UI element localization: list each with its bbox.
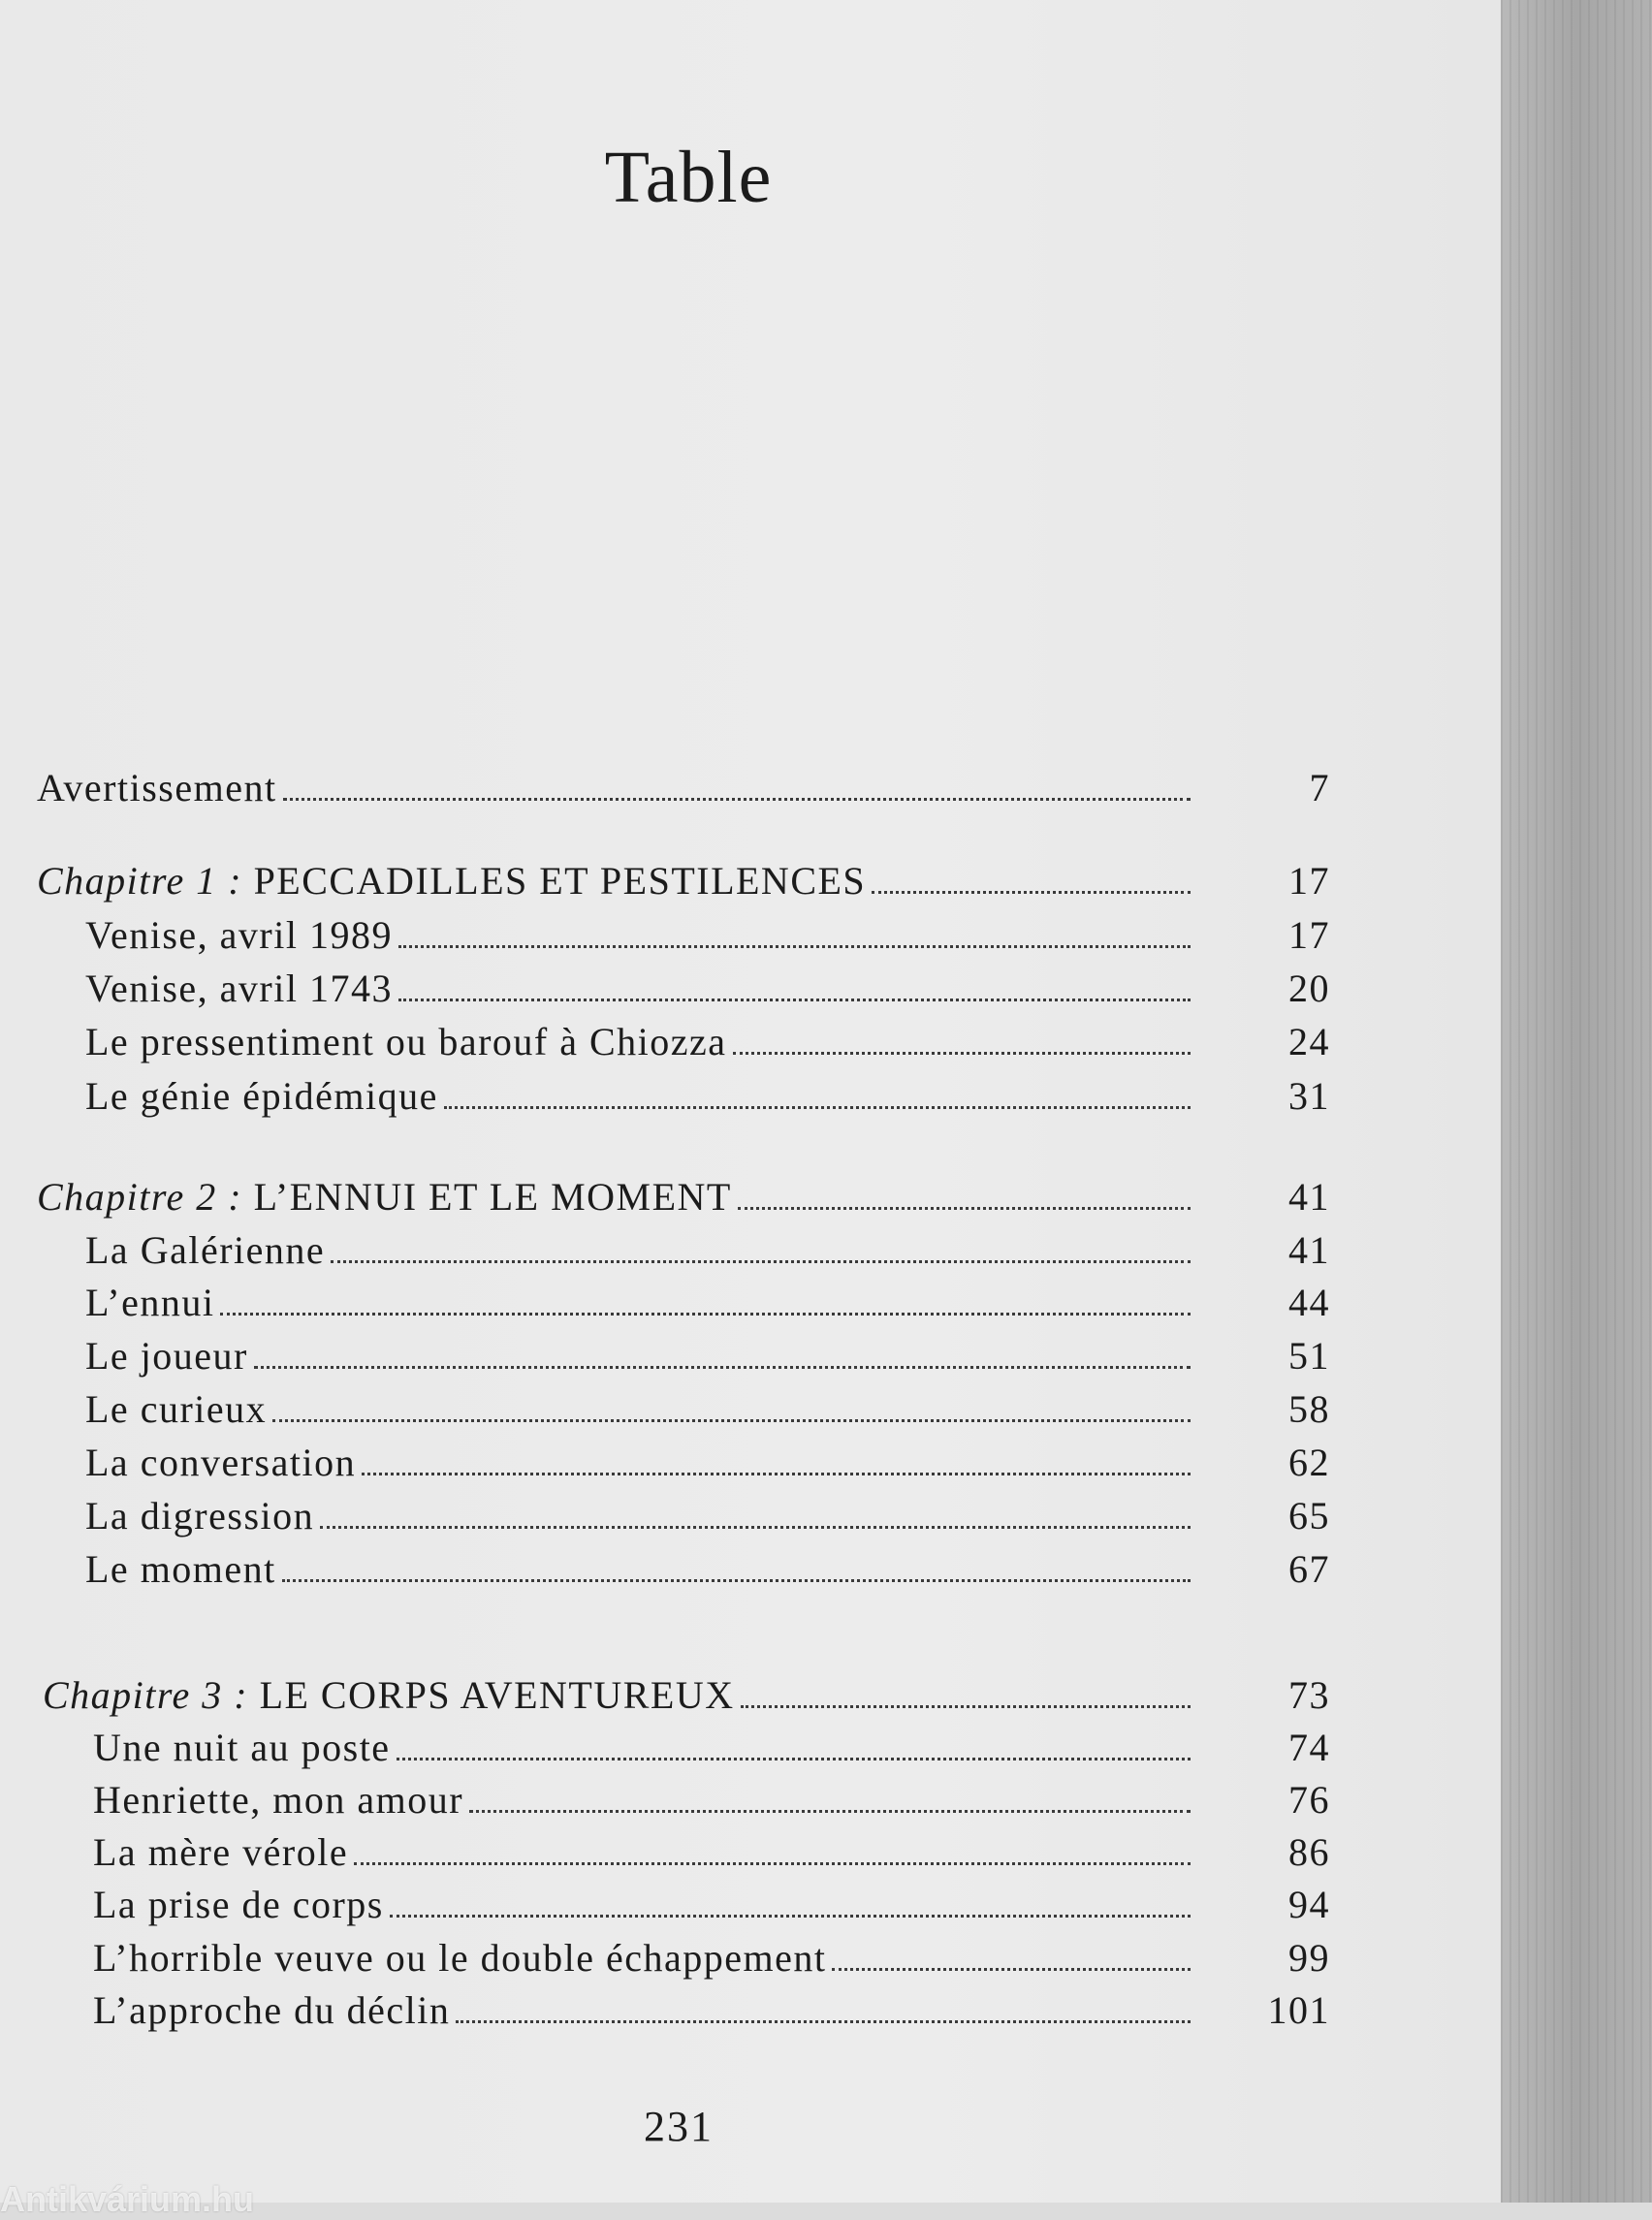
dot-leader	[390, 1915, 1191, 1918]
toc-entry	[85, 1431, 1330, 1485]
entry-label	[93, 1725, 391, 1770]
chapter-title: L’ENNUI ET LE MOMENT	[253, 1175, 732, 1219]
dot-leader	[398, 945, 1191, 948]
entry-label	[37, 765, 277, 810]
entry-page-number: 44	[1288, 1281, 1330, 1324]
entry-title: La prise de corps	[93, 1883, 384, 1926]
entry-title: L’ennui	[85, 1281, 215, 1324]
dot-leader	[331, 1260, 1191, 1263]
chapter-number: Chapitre 2 :	[37, 1175, 254, 1219]
chapter-number: Chapitre 3 :	[43, 1673, 260, 1717]
toc-entry	[93, 1821, 1330, 1875]
dot-leader	[738, 1207, 1191, 1210]
chapter-title: LE CORPS AVENTUREUX	[259, 1673, 735, 1717]
entry-page-number: 41	[1288, 1228, 1330, 1272]
entry-title: La mère vérole	[93, 1830, 349, 1874]
entry-label	[85, 1227, 325, 1273]
dot-leader	[469, 1810, 1191, 1813]
entry-page-number: 73	[1288, 1673, 1330, 1717]
toc-chapter	[37, 1165, 1330, 1220]
entry-label	[85, 1546, 276, 1592]
entry-title: La digression	[85, 1494, 315, 1538]
entry-page-number: 62	[1288, 1441, 1330, 1484]
entry-page-number: 24	[1288, 1020, 1330, 1063]
entry-label	[85, 1019, 727, 1064]
entry-label	[43, 1672, 735, 1718]
dot-leader	[444, 1106, 1191, 1109]
dot-leader	[272, 1419, 1191, 1422]
toc-entry	[85, 904, 1330, 958]
toc-entry	[37, 756, 1330, 810]
dot-leader	[398, 999, 1191, 1001]
dot-leader	[254, 1366, 1191, 1369]
toc-chapter	[43, 1664, 1330, 1718]
toc-entry	[85, 1324, 1330, 1379]
dot-leader	[354, 1862, 1191, 1865]
entry-title: Le génie épidémique	[85, 1074, 438, 1118]
entry-page-number: 20	[1288, 967, 1330, 1010]
entry-title: Avertissement	[37, 766, 277, 809]
entry-label	[37, 1174, 732, 1220]
toc-entry	[85, 1484, 1330, 1538]
entry-page-number: 99	[1288, 1936, 1330, 1980]
entry-label	[85, 966, 393, 1011]
entry-label	[93, 1829, 348, 1875]
toc-entry	[85, 1378, 1330, 1432]
entry-page-number: 41	[1288, 1175, 1330, 1219]
entry-title: Venise, avril 1989	[85, 913, 393, 957]
entry-label	[37, 858, 866, 904]
entry-page-number: 51	[1288, 1334, 1330, 1378]
toc-entry	[85, 1064, 1330, 1119]
dot-leader	[733, 1052, 1191, 1055]
entry-title: Le pressentiment ou barouf à Chiozza	[85, 1020, 727, 1063]
dot-leader	[283, 798, 1191, 801]
entry-title: Henriette, mon amour	[93, 1778, 464, 1822]
dot-leader	[832, 1968, 1191, 1971]
chapter-number: Chapitre 1 :	[37, 859, 254, 903]
entry-label	[85, 1493, 314, 1538]
entry-title: L’approche du déclin	[93, 1988, 451, 2032]
toc-entry	[93, 1768, 1330, 1823]
entry-label	[93, 1777, 463, 1823]
entry-label	[85, 1386, 267, 1432]
chapter-title: PECCADILLES ET PESTILENCES	[253, 859, 867, 903]
entry-title: Le moment	[85, 1547, 276, 1591]
entry-label	[85, 1280, 214, 1325]
watermark: Antikvárium.hu	[0, 2179, 255, 2219]
entry-page-number: 7	[1309, 766, 1330, 809]
page-number: 231	[644, 2103, 714, 2150]
entry-page-number: 74	[1288, 1726, 1330, 1769]
entry-page-number: 86	[1288, 1830, 1330, 1874]
entry-page-number: 58	[1288, 1387, 1330, 1431]
toc-entry	[93, 1926, 1330, 1981]
toc-entry	[93, 1873, 1330, 1927]
toc-entry	[93, 1979, 1330, 2033]
toc-entry	[85, 1271, 1330, 1325]
entry-label	[85, 1333, 248, 1379]
entry-label	[85, 1440, 356, 1485]
dot-leader	[220, 1313, 1191, 1316]
entry-page-number: 76	[1288, 1778, 1330, 1822]
toc-entry	[85, 1219, 1330, 1273]
entry-title: Le curieux	[85, 1387, 268, 1431]
dot-leader	[320, 1526, 1191, 1529]
toc-entry	[85, 1010, 1330, 1064]
page-title: Table	[604, 137, 773, 218]
entry-page-number: 31	[1288, 1074, 1330, 1118]
entry-page-number: 101	[1267, 1988, 1330, 2032]
entry-label	[85, 1073, 438, 1119]
toc-entry	[85, 957, 1330, 1011]
dot-leader	[456, 2020, 1191, 2023]
entry-label	[93, 1987, 450, 2033]
toc-entry	[93, 1716, 1330, 1770]
dot-leader	[872, 891, 1191, 894]
dot-leader	[362, 1473, 1191, 1475]
entry-title: Venise, avril 1743	[85, 967, 393, 1010]
entry-page-number: 17	[1288, 913, 1330, 957]
entry-title: L’horrible veuve ou le double échappement	[93, 1936, 827, 1980]
entry-label	[93, 1935, 826, 1981]
entry-page-number: 65	[1288, 1494, 1330, 1538]
entry-page-number: 94	[1288, 1883, 1330, 1926]
entry-title: Une nuit au poste	[93, 1726, 391, 1769]
entry-label	[93, 1882, 384, 1927]
entry-page-number: 67	[1288, 1547, 1330, 1591]
entry-title: La Galérienne	[85, 1228, 326, 1272]
dot-leader	[397, 1758, 1191, 1760]
entry-label	[85, 912, 393, 958]
entry-title: Le joueur	[85, 1334, 248, 1378]
toc-entry	[85, 1538, 1330, 1592]
entry-page-number: 17	[1288, 859, 1330, 903]
dot-leader	[282, 1579, 1191, 1582]
entry-title: La conversation	[85, 1441, 357, 1484]
page-edge	[1501, 0, 1652, 2203]
dot-leader	[741, 1705, 1191, 1708]
toc-chapter	[37, 849, 1330, 904]
